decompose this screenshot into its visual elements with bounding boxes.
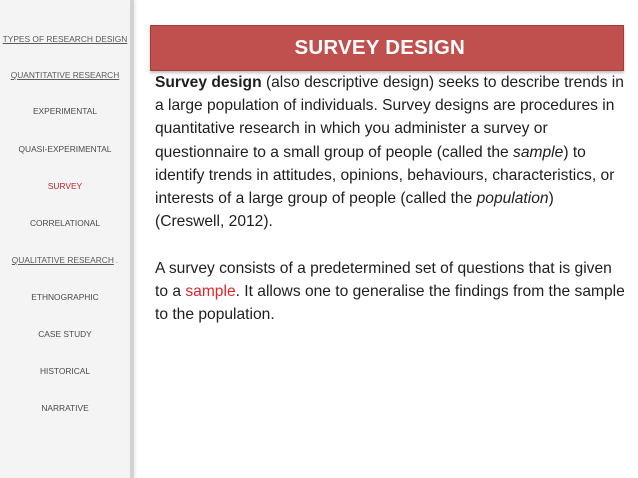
highlight-sample: sample (185, 282, 236, 300)
nav-survey[interactable] (0, 181, 130, 191)
nav-narrative[interactable] (0, 403, 130, 413)
main-content (155, 71, 625, 326)
nav-suffix: . (115, 255, 119, 265)
nav-label: EXPERIMENTAL (32, 106, 98, 116)
nav-correlational[interactable] (0, 218, 130, 228)
term-survey-design: Survey design (155, 74, 262, 91)
nav-quantitative-research[interactable] (0, 70, 130, 80)
nav-experimental[interactable] (0, 106, 130, 116)
nav-case-study[interactable] (0, 329, 130, 339)
nav-label: QUALITATIVE RESEARCH (11, 255, 114, 265)
sidebar-nav (0, 0, 134, 478)
nav-label: ETHNOGRAPHIC (31, 292, 99, 302)
term-sample: sample (513, 143, 564, 161)
nav-label: CORRELATIONAL (29, 218, 101, 228)
nav-label: QUASI-EXPERIMENTAL (18, 144, 112, 154)
nav-historical[interactable] (0, 366, 130, 376)
page-title: SURVEY DESIGN (294, 36, 465, 59)
paragraph-explanation (155, 257, 625, 327)
text-segment: . It allows one to generalise the findings from the sample to the population. (155, 282, 625, 324)
title-banner (150, 25, 624, 71)
text-segment: (also descriptive design) seeks to describe trends in a large population of individuals. Survey designs are procedures in quantitative research in which you administer a survey or questionnaire to a small group of people (called the (155, 74, 624, 161)
nav-types-of-research-design[interactable] (0, 34, 130, 44)
text-segment: A survey consists of a predetermined set of questions that is given to a (155, 259, 612, 300)
text-segment: ) (Creswell, 2012). (155, 190, 554, 231)
nav-quasi-experimental[interactable] (0, 144, 130, 154)
nav-label: CASE STUDY (38, 329, 92, 339)
nav-ethnographic[interactable] (0, 292, 130, 302)
nav-qualitative-research[interactable] (0, 255, 130, 265)
text-segment: ) to identify trends in attitudes, opinions, behaviours, characteristics, or interests of a large group of people (called the (155, 143, 615, 208)
term-population: population (476, 190, 549, 208)
nav-label: SURVEY (47, 181, 83, 191)
nav-label: QUANTITATIVE RESEARCH (10, 70, 120, 80)
nav-label: HISTORICAL (39, 366, 91, 376)
nav-label: TYPES OF RESEARCH DESIGN (2, 34, 128, 44)
paragraph-definition (155, 71, 625, 233)
nav-label: NARRATIVE (41, 403, 89, 413)
